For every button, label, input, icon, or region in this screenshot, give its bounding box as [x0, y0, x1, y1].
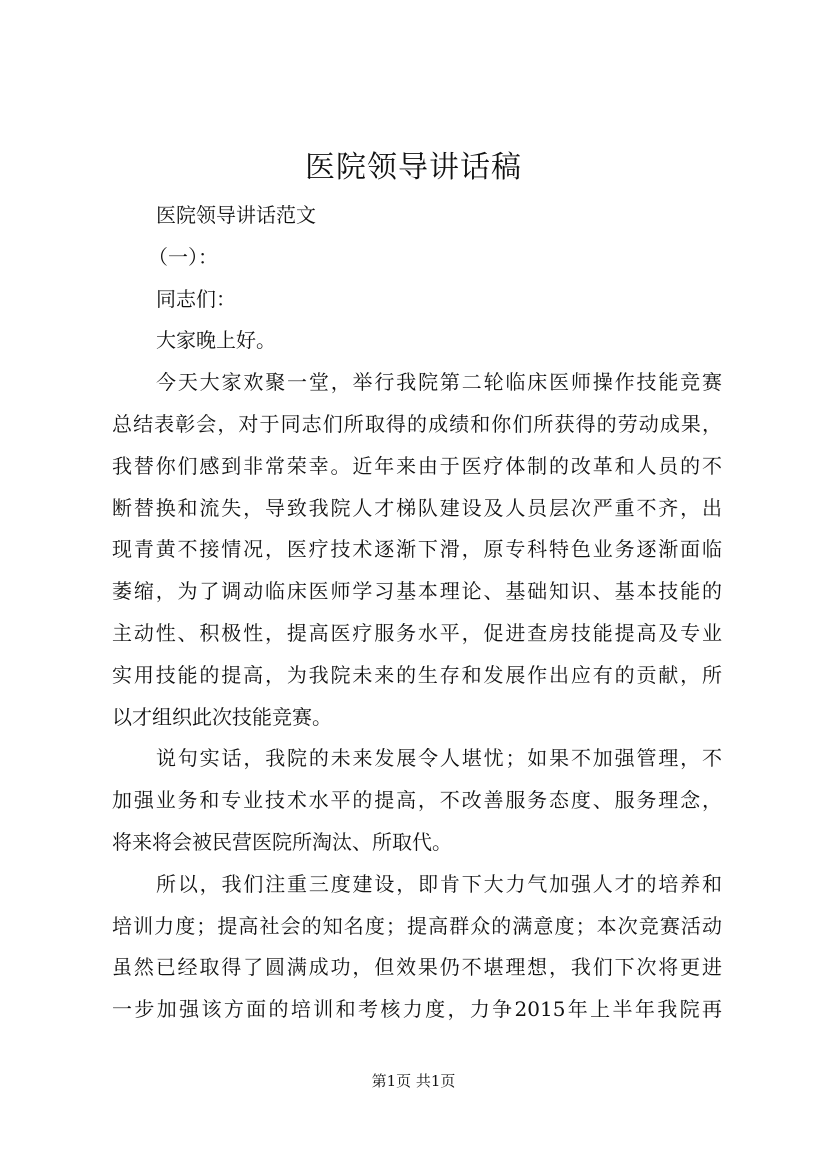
- paragraph3-line-4: 一步加强该方面的培训和考核力度，力争2015年上半年我院再: [112, 997, 722, 1022]
- part-label-line: （一）：: [148, 244, 218, 269]
- paragraph2-line-3: 将来将会被民营医院所淘汰、所取代。: [112, 829, 452, 854]
- paragraph2-line-2: 加强业务和专业技术水平的提高，不改善服务态度、服务理念，: [112, 788, 722, 813]
- paragraph1-line-1: 今天大家欢聚一堂，举行我院第二轮临床医师操作技能竞赛: [156, 370, 722, 395]
- paragraph3-line-1: 所以，我们注重三度建设，即肯下大力气加强人才的培养和: [156, 871, 722, 896]
- paragraph1-line-3: 我替你们感到非常荣幸。近年来由于医疗体制的改革和人员的不: [112, 453, 722, 478]
- document-body: [112, 195, 722, 1031]
- paragraph1-line-5: 现青黄不接情况，医疗技术逐渐下滑，原专科特色业务逐渐面临: [112, 537, 722, 562]
- paragraph2-line-1: 说句实话，我院的未来发展令人堪忧；如果不加强管理，不: [156, 746, 722, 771]
- paragraph1-line-2: 总结表彰会，对于同志们所取得的成绩和你们所获得的劳动成果，: [112, 411, 722, 436]
- paragraph1-line-7: 主动性、积极性，提高医疗服务水平，促进查房技能提高及专业: [112, 620, 722, 645]
- salutation-line: 同志们：: [156, 286, 236, 311]
- paragraph3-line-2: 培训力度；提高社会的知名度；提高群众的满意度；本次竞赛活动: [112, 913, 722, 938]
- greeting-line: 大家晚上好。: [156, 328, 276, 353]
- paragraph1-line-4: 断替换和流失，导致我院人才梯队建设及人员层次严重不齐，出: [112, 495, 722, 520]
- document-title: 医院领导讲话稿: [305, 150, 522, 185]
- paragraph1-line-8: 实用技能的提高，为我院未来的生存和发展作出应有的贡献，所: [112, 662, 722, 687]
- page-footer: 第1页 共1页: [371, 1072, 456, 1090]
- paragraph1-line-6: 萎缩，为了调动临床医师学习基本理论、基础知识、基本技能的: [112, 579, 722, 604]
- paragraph3-line-3: 虽然已经取得了圆满成功，但效果仍不堪理想，我们下次将更进: [112, 955, 722, 980]
- subtitle-line: 医院领导讲话范文: [156, 203, 316, 227]
- paragraph1-line-9: 以才组织此次技能竞赛。: [112, 704, 332, 729]
